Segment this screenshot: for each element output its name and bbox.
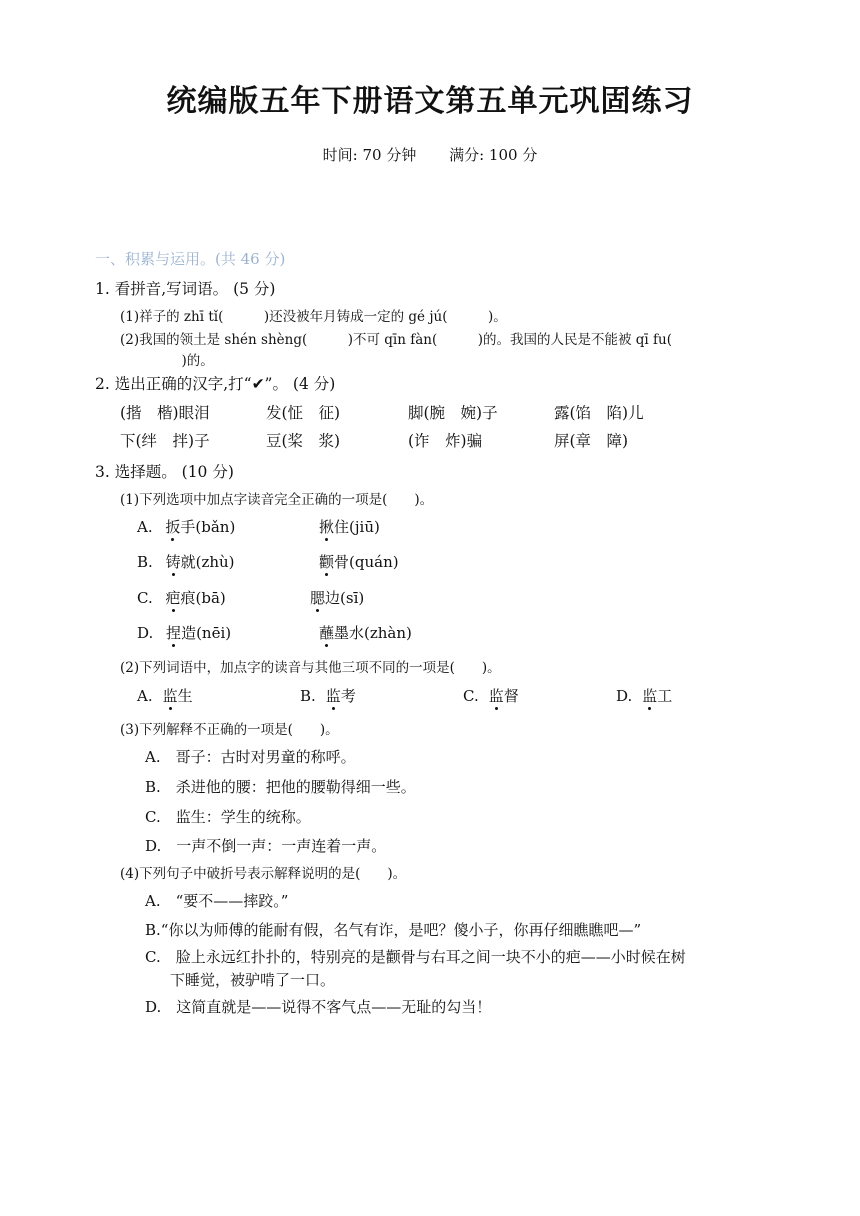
choice-item: (诈 炸)骗 <box>408 432 483 450</box>
q3-1-option-a: A. 扳手(bǎn) <box>137 518 236 536</box>
q3-1-option-c-second: 腮边(sī) <box>310 589 365 607</box>
q3-1-option-b: B. 铸就(zhù) <box>137 553 235 571</box>
question-3-3-stem: (3)下列解释不正确的一项是( )。 <box>120 722 339 738</box>
choice-item: 脚(腕 婉)子 <box>408 404 498 422</box>
question-1-line-1: (1)祥子的 zhī tǐ( )还没被年月铸成一定的 gé jú( )。 <box>120 309 507 325</box>
choice-item: 屏(章 障) <box>554 432 629 450</box>
q3-3-option-a: A. 哥子：古时对男童的称呼。 <box>145 748 356 766</box>
choice-item: (揩 楷)眼泪 <box>120 404 210 422</box>
question-3-2-stem: (2)下列词语中，加点字的读音与其他三项不同的一项是( )。 <box>120 660 501 676</box>
section-heading: 一、积累与运用。(共 46 分) <box>95 250 286 268</box>
q3-1-option-d: D. 捏造(nēi) <box>137 624 232 642</box>
question-2-heading: 2. 选出正确的汉字,打“✔”。 (4 分) <box>95 375 336 393</box>
choice-item: 豆(桨 浆) <box>266 432 341 450</box>
q3-2-option-b: B. 监考 <box>300 687 356 705</box>
q3-3-option-d: D. 一声不倒一声：一声连着一声。 <box>145 837 387 855</box>
question-3-heading: 3. 选择题。 (10 分) <box>95 463 234 481</box>
question-3-1-stem: (1)下列选项中加点字读音完全正确的一项是( )。 <box>120 492 434 508</box>
choice-item: 露(馅 陷)儿 <box>554 404 644 422</box>
q3-1-option-b-second: 颧骨(quán) <box>319 553 399 571</box>
question-3-4-stem: (4)下列句子中破折号表示解释说明的是( )。 <box>120 866 407 882</box>
question-1-line-2-cont: )的。 <box>168 353 214 369</box>
q3-2-option-d: D. 监工 <box>616 687 673 705</box>
question-2-row-2 <box>120 429 628 451</box>
q3-3-option-b: B. 杀进他的腰：把他的腰勒得细一些。 <box>145 778 416 796</box>
q3-1-option-c: C. 疤痕(bā) <box>137 589 226 607</box>
q3-3-option-c: C. 监生：学生的统称。 <box>145 808 311 826</box>
q3-4-option-d: D. 这简直就是——说得不客气点——无耻的勾当！ <box>145 998 492 1016</box>
choice-item: 发(怔 征) <box>266 404 341 422</box>
q3-2-option-a: A. 监生 <box>137 687 193 705</box>
time-limit: 时间: 70 分钟 <box>322 146 417 164</box>
q3-1-option-a-second: 揪住(jiū) <box>319 518 380 536</box>
question-2-row-1 <box>120 401 644 423</box>
q3-1-option-d-second: 蘸墨水(zhàn) <box>319 624 412 642</box>
q3-4-option-b: B.“你以为师傅的能耐有假，名气有诈，是吧？傻小子，你再仔细瞧瞧吧—” <box>145 921 642 939</box>
q3-4-option-a: A. “要不——摔跤。” <box>145 892 289 910</box>
question-1-line-2: (2)我国的领土是 shén shèng( )不可 qīn fàn( )的。我国的人民是不能被 qī fu( <box>120 332 673 348</box>
q3-4-option-c-cont: 下睡觉，被驴啃了一口。 <box>170 971 336 989</box>
full-score: 满分: 100 分 <box>449 146 538 164</box>
page-title: 统编版五年下册语文第五单元巩固练习 <box>166 84 694 119</box>
q3-4-option-c: C. 脸上永远红扑扑的，特别亮的是颧骨与右耳之间一块不小的疤——小时候在树 <box>145 948 686 966</box>
question-1-heading: 1. 看拼音,写词语。 (5 分) <box>95 280 276 298</box>
q3-2-option-c: C. 监督 <box>463 687 519 705</box>
choice-item: 下(绊 拌)子 <box>120 432 210 450</box>
exam-meta <box>0 144 860 165</box>
